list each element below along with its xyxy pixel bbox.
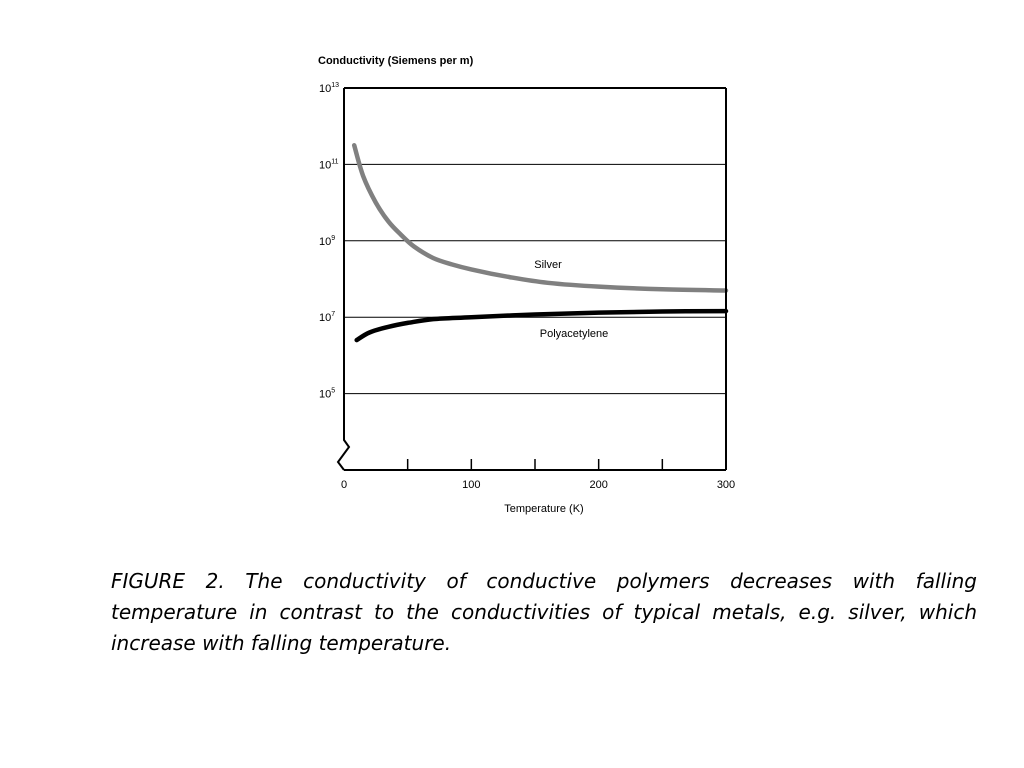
- figure-caption: FIGURE 2. The conductivity of conductive polymers decreases with falling temperature in contrast to the conductivities of typical metals, e.g. silver, which increase with falling temperature.: [111, 569, 977, 655]
- y-axis-title: Conductivity (Siemens per m): [318, 55, 474, 67]
- x-tick-label-100: 100: [462, 479, 481, 491]
- tick-labels: [319, 82, 735, 491]
- y-tick-label-1e9: $10^9$: [319, 234, 336, 248]
- x-tick-label-0: 0: [340, 479, 348, 491]
- x-tick-label-300: 300: [716, 479, 736, 491]
- frame-left-axis-break: [338, 88, 349, 470]
- series-labels: [534, 259, 608, 340]
- y-tick-label-1e13: $10^{13}$: [319, 82, 340, 95]
- x-axis-title: Temperature (K): [504, 503, 584, 515]
- y-tick-label-1e5: $10^5$: [319, 387, 336, 401]
- axis-ticks: [408, 459, 663, 470]
- series-label-silver: Silver: [534, 259, 562, 271]
- series-lines: [354, 145, 726, 340]
- series-label-polyacetylene: Polyacetylene: [539, 328, 609, 340]
- y-tick-label-1e11: $10^{11}$: [319, 158, 339, 172]
- y-tick-label-1e7: $10^7$: [319, 311, 336, 325]
- x-tick-label-200: 200: [589, 479, 608, 491]
